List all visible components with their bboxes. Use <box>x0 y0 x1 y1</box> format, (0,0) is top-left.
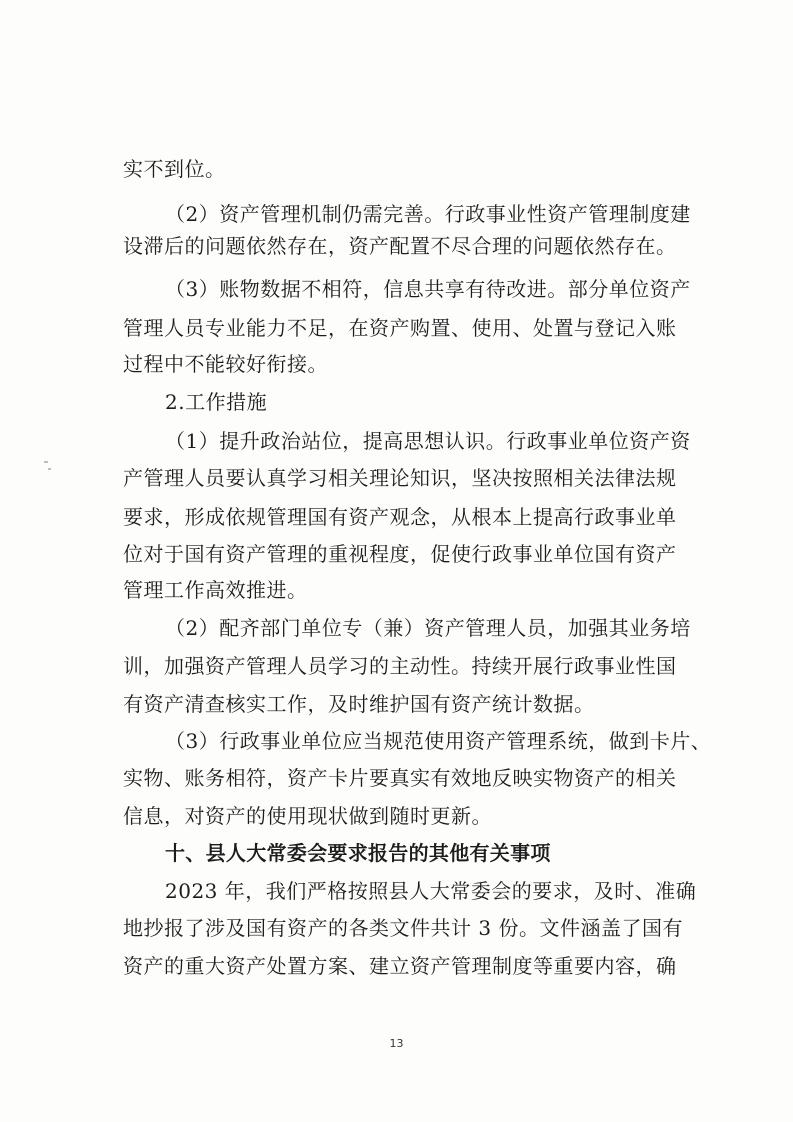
page-number: 13 <box>389 1037 404 1050</box>
text-line: 管理人员专业能力不足，在资产购置、使用、处置与登记入账 <box>123 316 677 340</box>
text-line: （2）资产管理机制仍需完善。行政事业性资产管理制度建 <box>165 202 691 226</box>
text-line: （3）行政事业单位应当规范使用资产管理系统，做到卡片、 <box>165 729 712 753</box>
text-line: 实不到位。 <box>123 157 226 181</box>
text-line: 地抄报了涉及国有资产的各类文件共计 3 份。文件涵盖了国有 <box>123 916 683 940</box>
text-line: 资产的重大资产处置方案、建立资产管理制度等重要内容，确 <box>123 954 677 978</box>
text-line: 要求，形成依规管理国有资产观念，从根本上提高行政事业单 <box>123 505 677 529</box>
text-line: 管理工作高效推进。 <box>123 578 308 602</box>
text-line: 2023 年，我们严格按照县人大常委会的要求，及时、准确 <box>165 879 697 903</box>
scan-speck <box>44 461 48 463</box>
text-line: 产管理人员要认真学习相关理论知识，坚决按照相关法律法规 <box>123 466 677 490</box>
section-heading: 十、县人大常委会要求报告的其他有关事项 <box>165 841 551 865</box>
text-line: 过程中不能较好衔接。 <box>123 352 328 376</box>
text-line: （2）配齐部门单位专（兼）资产管理人员，加强其业务培 <box>165 616 691 640</box>
text-line: 设滞后的问题依然存在，资产配置不尽合理的问题依然存在。 <box>123 234 677 258</box>
text-line: （1）提升政治站位，提高思想认识。行政事业单位资产资 <box>165 429 691 453</box>
text-line: 信息，对资产的使用现状做到随时更新。 <box>123 804 492 828</box>
section-subheading: 2.工作措施 <box>165 390 268 414</box>
text-line: 位对于国有资产管理的重视程度，促使行政事业单位国有资产 <box>123 542 677 566</box>
text-line: 有资产清查核实工作，及时维护国有资产统计数据。 <box>123 692 595 716</box>
scan-speck <box>48 468 51 470</box>
text-line: 实物、账务相符，资产卡片要真实有效地反映实物资产的相关 <box>123 766 677 790</box>
text-line: （3）账物数据不相符，信息共享有待改进。部分单位资产 <box>165 277 691 301</box>
text-line: 训，加强资产管理人员学习的主动性。持续开展行政事业性国 <box>123 654 677 678</box>
